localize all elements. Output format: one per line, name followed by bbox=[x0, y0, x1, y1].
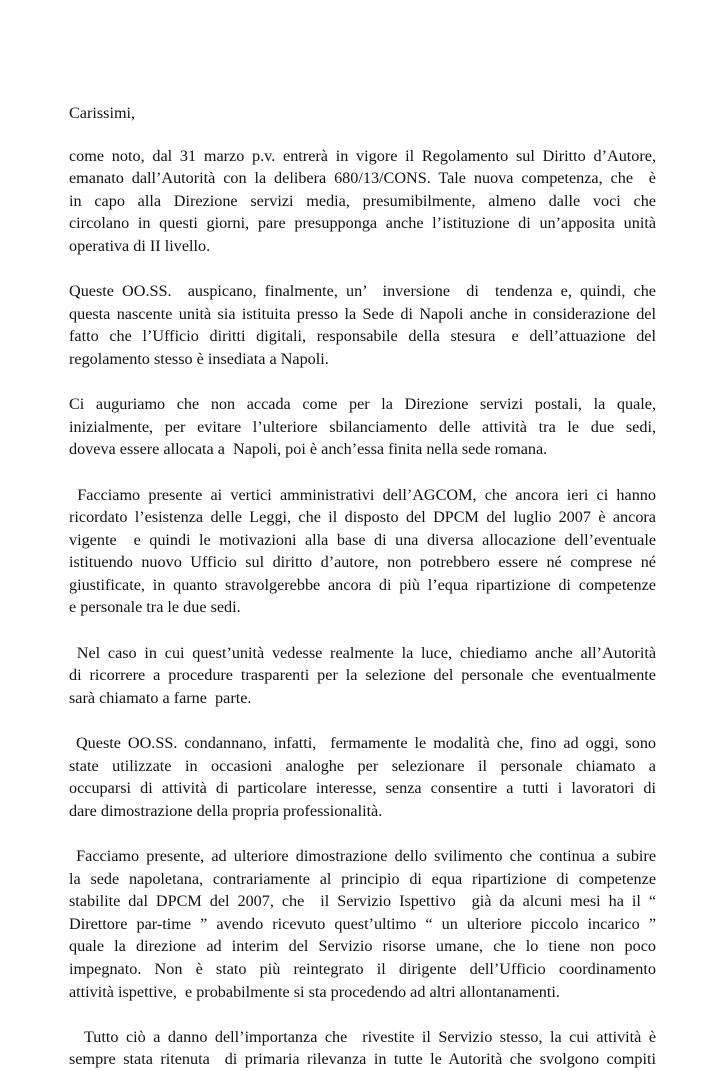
paragraph-line: state utilizzate in occasioni analoghe per selezionare il personale chiamato a bbox=[69, 756, 656, 775]
paragraph-line: istituendo nuovo Ufficio sul diritto d’autore, non potrebbero essere né comprese né bbox=[69, 553, 656, 572]
paragraph-line: vigente e quindi le motivazioni alla base di una diversa allocazione dell’eventuale bbox=[69, 530, 656, 549]
paragraph-line: stabilite dal DPCM del 2007, che il Servizio Ispettivo già da alcuni mesi ha il “ bbox=[69, 892, 656, 911]
paragraph-line: operativa di II livello. bbox=[69, 236, 211, 255]
letter-paragraph bbox=[69, 393, 656, 461]
paragraph-line: Facciamo presente, ad ulteriore dimostrazione dello svilimento che continua a subire bbox=[69, 847, 657, 865]
paragraph-line: Tutto ciò a danno dell’importanza che rivestite il Servizio stesso, la cui attività è bbox=[69, 1027, 657, 1046]
letter-paragraph bbox=[69, 1026, 656, 1071]
paragraph-line: sempre stata ritenuta di primaria rilevanza in tutte le Autorità che svolgono compiti bbox=[69, 1050, 656, 1069]
paragraph-line: doveva essere allocata a Napoli, poi è anch’essa finita nella sede romana. bbox=[69, 440, 548, 459]
paragraph-line: quale la direzione ad interim del Servizio risorse umane, che lo tiene non poco bbox=[69, 937, 656, 956]
paragraph-line: Facciamo presente ai vertici amministrativi dell’AGCOM, che ancora ieri ci hanno bbox=[69, 485, 656, 504]
paragraph-line: Ci auguriamo che non accada come per la Direzione servizi postali, la quale, bbox=[69, 395, 656, 414]
paragraph-line: la sede napoletana, contrariamente al principio di equa ripartizione di competenze bbox=[69, 869, 656, 888]
paragraph-line: impegnato. Non è stato più reintegrato il dirigente dell’Ufficio coordinamento bbox=[69, 959, 656, 978]
paragraph-line: inizialmente, per evitare l’ulteriore sbilanciamento delle attività tra le due sedi, bbox=[69, 417, 656, 436]
letter-paragraph bbox=[69, 280, 656, 370]
paragraph-line: regolamento stesso è insediata a Napoli. bbox=[69, 349, 329, 368]
paragraph-line: dare dimostrazione della propria professionalità. bbox=[69, 801, 383, 820]
paragraph-line: Direttore par-time ” avendo ricevuto quest’ultimo “ un ulteriore piccolo incarico ” bbox=[69, 914, 656, 933]
letter-paragraph bbox=[69, 145, 656, 258]
paragraph-line: attività ispettive, e probabilmente si sta procedendo ad altri allontanamenti. bbox=[69, 982, 560, 1001]
letter-greeting: Carissimi, bbox=[69, 104, 136, 122]
paragraph-line: fatto che l’Ufficio diritti digitali, responsabile della stesura e dell’attuazione del bbox=[69, 327, 656, 346]
paragraph-line: ricordato l’esistenza delle Leggi, che il disposto del DPCM del luglio 2007 è ancora bbox=[69, 508, 656, 527]
paragraph-line: di ricorrere a procedure trasparenti per la selezione del personale che eventualmente bbox=[69, 666, 656, 685]
paragraph-line: emanato dall’Autorità con la delibera 680/13/CONS. Tale nuova competenza, che è bbox=[69, 169, 656, 188]
paragraph-line: occuparsi di attività di particolare interesse, senza consentire a tutti i lavoratori di bbox=[69, 779, 656, 798]
letter-paragraph bbox=[69, 845, 656, 1003]
paragraph-line: Queste OO.SS. condannano, infatti, fermamente le modalità che, fino ad oggi, sono bbox=[69, 734, 657, 753]
letter-paragraph bbox=[69, 732, 656, 822]
paragraph-line: Nel caso in cui quest’unità vedesse realmente la luce, chiediamo anche all’Autorità bbox=[69, 643, 657, 662]
paragraph-line: in capo alla Direzione servizi media, presumibilmente, almeno dalle voci che bbox=[69, 191, 656, 210]
paragraph-line: questa nascente unità sia istituita presso la Sede di Napoli anche in considerazione del bbox=[69, 304, 656, 323]
paragraph-line: e personale tra le due sedi. bbox=[69, 598, 241, 617]
paragraph-line: come noto, dal 31 marzo p.v. entrerà in vigore il Regolamento sul Diritto d’Autore, bbox=[69, 146, 656, 165]
letter-paragraph bbox=[69, 642, 656, 710]
paragraph-line: circolano in questi giorni, pare presupponga anche l’istituzione di un’apposita unità bbox=[69, 214, 656, 233]
paragraph-line: giustificate, in quanto stravolgerebbe ancora di più l’equa ripartizione di competenze bbox=[69, 575, 656, 594]
paragraph-line: sarà chiamato a farne parte. bbox=[69, 688, 252, 707]
letter-paragraph bbox=[69, 484, 656, 620]
letter-body bbox=[69, 145, 656, 1071]
paragraph-line: Queste OO.SS. auspicano, finalmente, un’ inversione di tendenza e, quindi, che bbox=[69, 282, 656, 301]
